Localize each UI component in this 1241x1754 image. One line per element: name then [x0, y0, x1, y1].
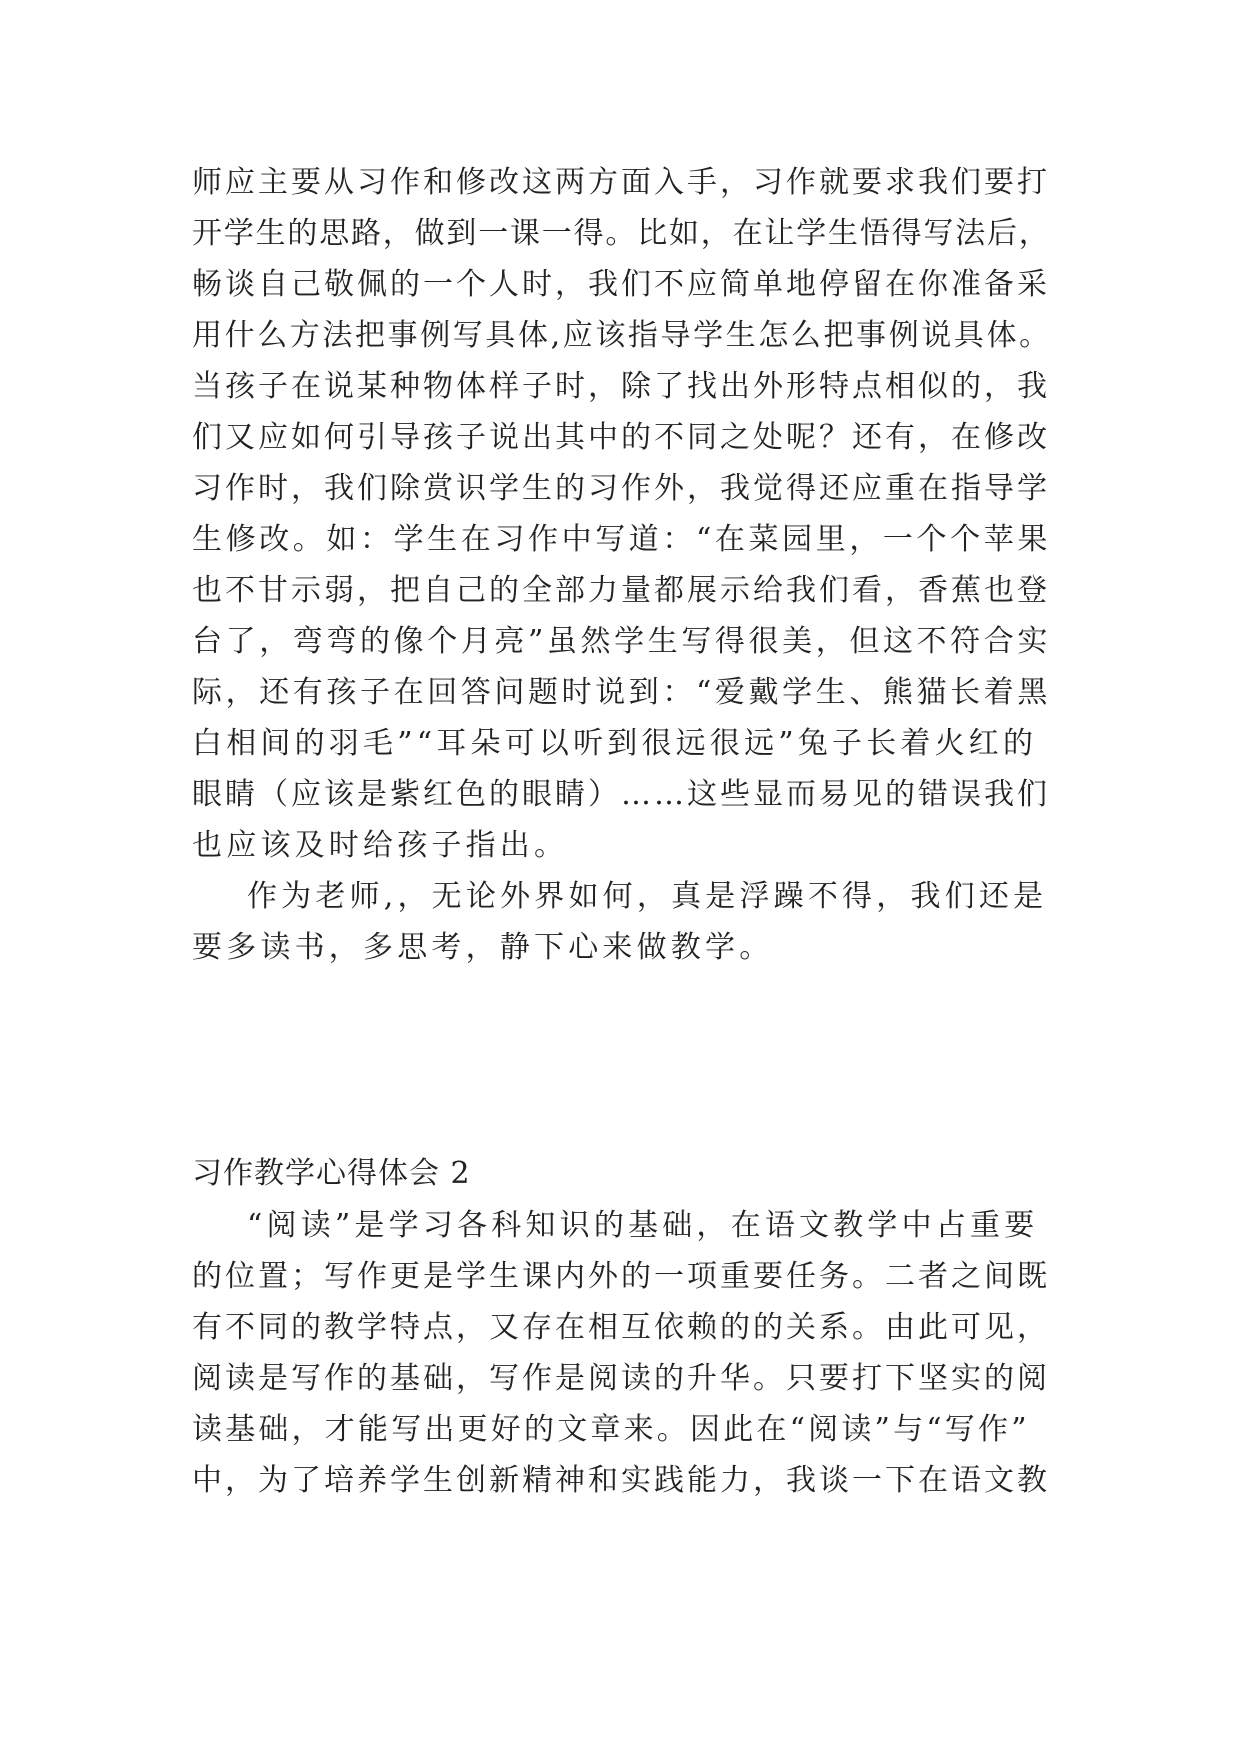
text-line: 生修改。如：学生在习作中写道：“在菜园里，一个个苹果	[192, 522, 1051, 557]
text-line: 阅读是写作的基础，写作是阅读的升华。只要打下坚实的阅	[192, 1361, 1050, 1396]
text-line: 读基础，才能写出更好的文章来。因此在“阅读”与“写作”	[192, 1412, 1030, 1447]
text-line: 当孩子在说某种物体样子时，除了找出外形特点相似的，我	[192, 369, 1050, 404]
text-line: 台了，弯弯的像个月亮”虽然学生写得很美，但这不符合实	[192, 624, 1051, 659]
text-line: 中，为了培养学生创新精神和实践能力，我谈一下在语文教	[192, 1463, 1050, 1498]
text-line: 的位置；写作更是学生课内外的一项重要任务。二者之间既	[192, 1259, 1050, 1294]
text-line: 畅谈自己敬佩的一个人时，我们不应简单地停留在你准备采	[192, 267, 1050, 302]
text-line: 要多读书，多思考，静下心来做教学。	[192, 930, 774, 965]
text-line: 开学生的思路，做到一课一得。比如，在让学生悟得写法后，	[192, 216, 1051, 251]
text-line: 习作时，我们除赏识学生的习作外，我觉得还应重在指导学	[192, 471, 1050, 506]
text-line: 眼睛（应该是紫红色的眼睛）……这些显而易见的错误我们	[192, 777, 1050, 812]
paragraph-block-1	[192, 157, 1052, 973]
section-heading: 习作教学心得体会 2	[192, 1156, 471, 1191]
paragraph-block-2	[192, 1200, 1052, 1506]
text-line: 际，还有孩子在回答问题时说到：“爱戴学生、熊猫长着黑	[192, 675, 1051, 710]
text-line: 作为老师,，无论外界如何，真是浮躁不得，我们还是	[192, 879, 1048, 914]
text-line: 也不甘示弱，把自己的全部力量都展示给我们看，香蕉也登	[192, 573, 1050, 608]
text-line: 白相间的羽毛”“耳朵可以听到很远很远”兔子长着火红的	[192, 726, 1038, 761]
text-line: 师应主要从习作和修改这两方面入手，习作就要求我们要打	[192, 165, 1050, 200]
text-line: 用什么方法把事例写具体,应该指导学生怎么把事例说具体。	[192, 318, 1052, 353]
text-line: 也应该及时给孩子指出。	[192, 828, 569, 863]
text-line: 有不同的教学特点，又存在相互依赖的的关系。由此可见，	[192, 1310, 1050, 1345]
text-line: “阅读”是学习各科知识的基础，在语文教学中占重要	[192, 1208, 1039, 1243]
text-line: 们又应如何引导孩子说出其中的不同之处呢？还有，在修改	[192, 420, 1050, 455]
